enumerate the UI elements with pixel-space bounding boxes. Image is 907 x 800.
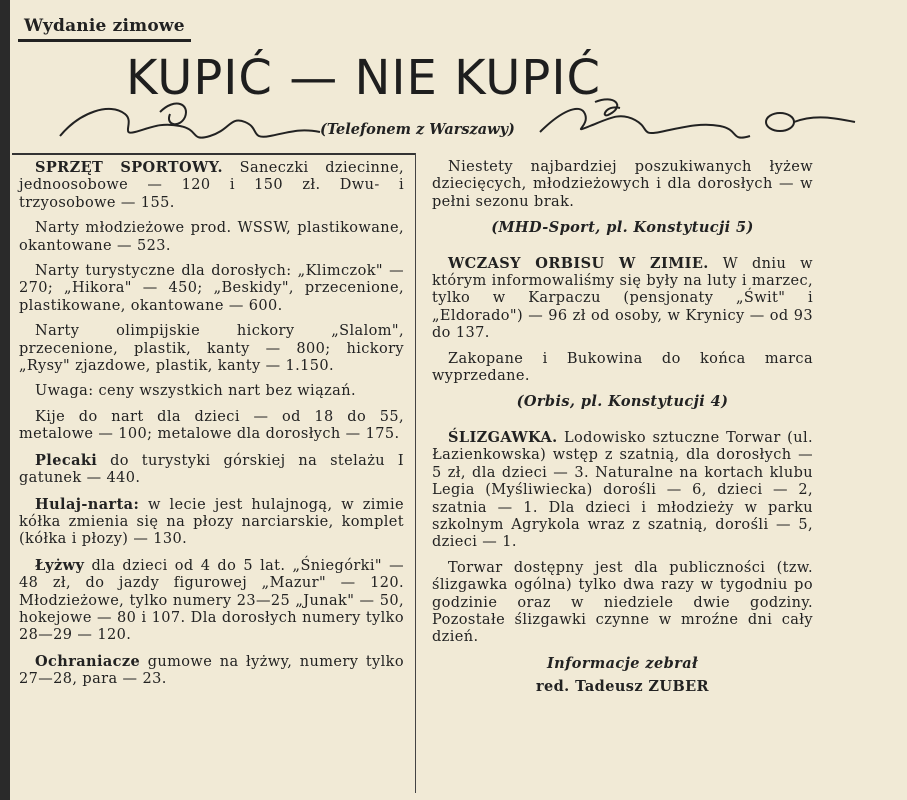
source-note: (MHD-Sport, pl. Konstytucji 5) — [491, 219, 754, 237]
paragraph: Narty młodzieżowe prod. WSSW, plastikowane, okantowane — 523. — [19, 220, 404, 254]
paragraph: Łyżwy dla dzieci od 4 do 5 lat. „Śniegórki" — 48 zł, do jazdy figurowej „Mazur" — 120. Młodzieżowe, tylko numery 23—25 „Junak" — 50, hokejowe — 80 i 107. Dla dorosłych numery tylko 28—29 — 120. — [19, 556, 404, 644]
paragraph: Uwaga: ceny wszystkich nart bez wiązań. — [35, 383, 356, 400]
edition-label: Wydanie zimowe — [18, 14, 191, 42]
paragraph: Niestety najbardziej poszukiwanych łyżew dziecięcych, młodzieżowych i dla dorosłych — w pełni sezonu brak. — [432, 159, 813, 210]
paragraph: Torwar dostępny jest dla publiczności (tzw. ślizgawka ogólna) tylko dwa razy w tygodniu po godzinie oraz w niedziele dwie godziny. Pozostałe ślizgawki czynne w mroźne dni cały dzień. — [432, 559, 813, 646]
paragraph: WCZASY ORBISU W ZIMIE. W dniu w którym informowaliśmy się były na luty i marzec, tylko w Karpaczu (pensjonaty „Świt" i „Eldorado") — 96 zł od osoby, w Krynicy — od 93 do 137. — [432, 254, 813, 342]
paragraph: ŚLIZGAWKA. Lodowisko sztuczne Torwar (ul. Łazienkowska) wstęp z szatnią, dla dorosłych — 5 zł, dla dzieci — 3. Naturalne na kortach klubu Legia (Myśliwiecka) dorośli — 6, dzieci — 2, szatnia — 1. Dla dzieci i młodzieży w parku szkolnym Agrykola wraz z szatnią, dorośli — 5, dzieci — 1. — [432, 428, 813, 551]
left-column — [19, 159, 404, 697]
right-column — [432, 159, 813, 696]
source-note: (Orbis, pl. Konstytucji 4) — [516, 393, 729, 411]
author-line: red. Tadeusz ZUBER — [535, 678, 710, 696]
column-divider — [415, 153, 416, 793]
paragraph: Narty turystyczne dla dorosłych: „Klimczok" — 270; „Hikora" — 450; „Beskidy", przecenione, plastikowane, okantowane — 600. — [19, 263, 404, 314]
headline: KUPIĆ — NIE KUPIĆ — [126, 50, 602, 106]
paragraph: Plecaki do turystyki górskiej na stelażu I gatunek — 440. — [19, 451, 404, 487]
credit-line: Informacje zebrał — [547, 654, 698, 672]
section-rule — [12, 153, 415, 155]
subtitle: (Telefonem z Warszawy) — [320, 121, 515, 138]
paragraph: Narty olimpijskie hickory „Slalom", przecenione, plastik, kanty — 800; hickory „Rysy" zjazdowe, plastik, kanty — 1.150. — [19, 323, 404, 375]
left-margin-bar — [0, 0, 10, 800]
paragraph: Zakopane i Bukowina do końca marca wyprzedane. — [432, 350, 813, 385]
paragraph: Hulaj-narta: w lecie jest hulajnogą, w zimie kółka zmienia się na płozy narciarskie, komplet (kółka i płozy) — 130. — [19, 495, 404, 548]
paragraph: Ochraniacze gumowe na łyżwy, numery tylko 27—28, para — 23. — [19, 652, 404, 688]
paragraph: SPRZĘT SPORTOWY. Saneczki dziecinne, jednoosobowe — 120 i 150 zł. Dwu- i trzyosobowe — 155. — [19, 159, 404, 211]
paragraph: Kije do nart dla dzieci — od 18 do 55, metalowe — 100; metalowe dla dorosłych — 175. — [19, 408, 404, 443]
